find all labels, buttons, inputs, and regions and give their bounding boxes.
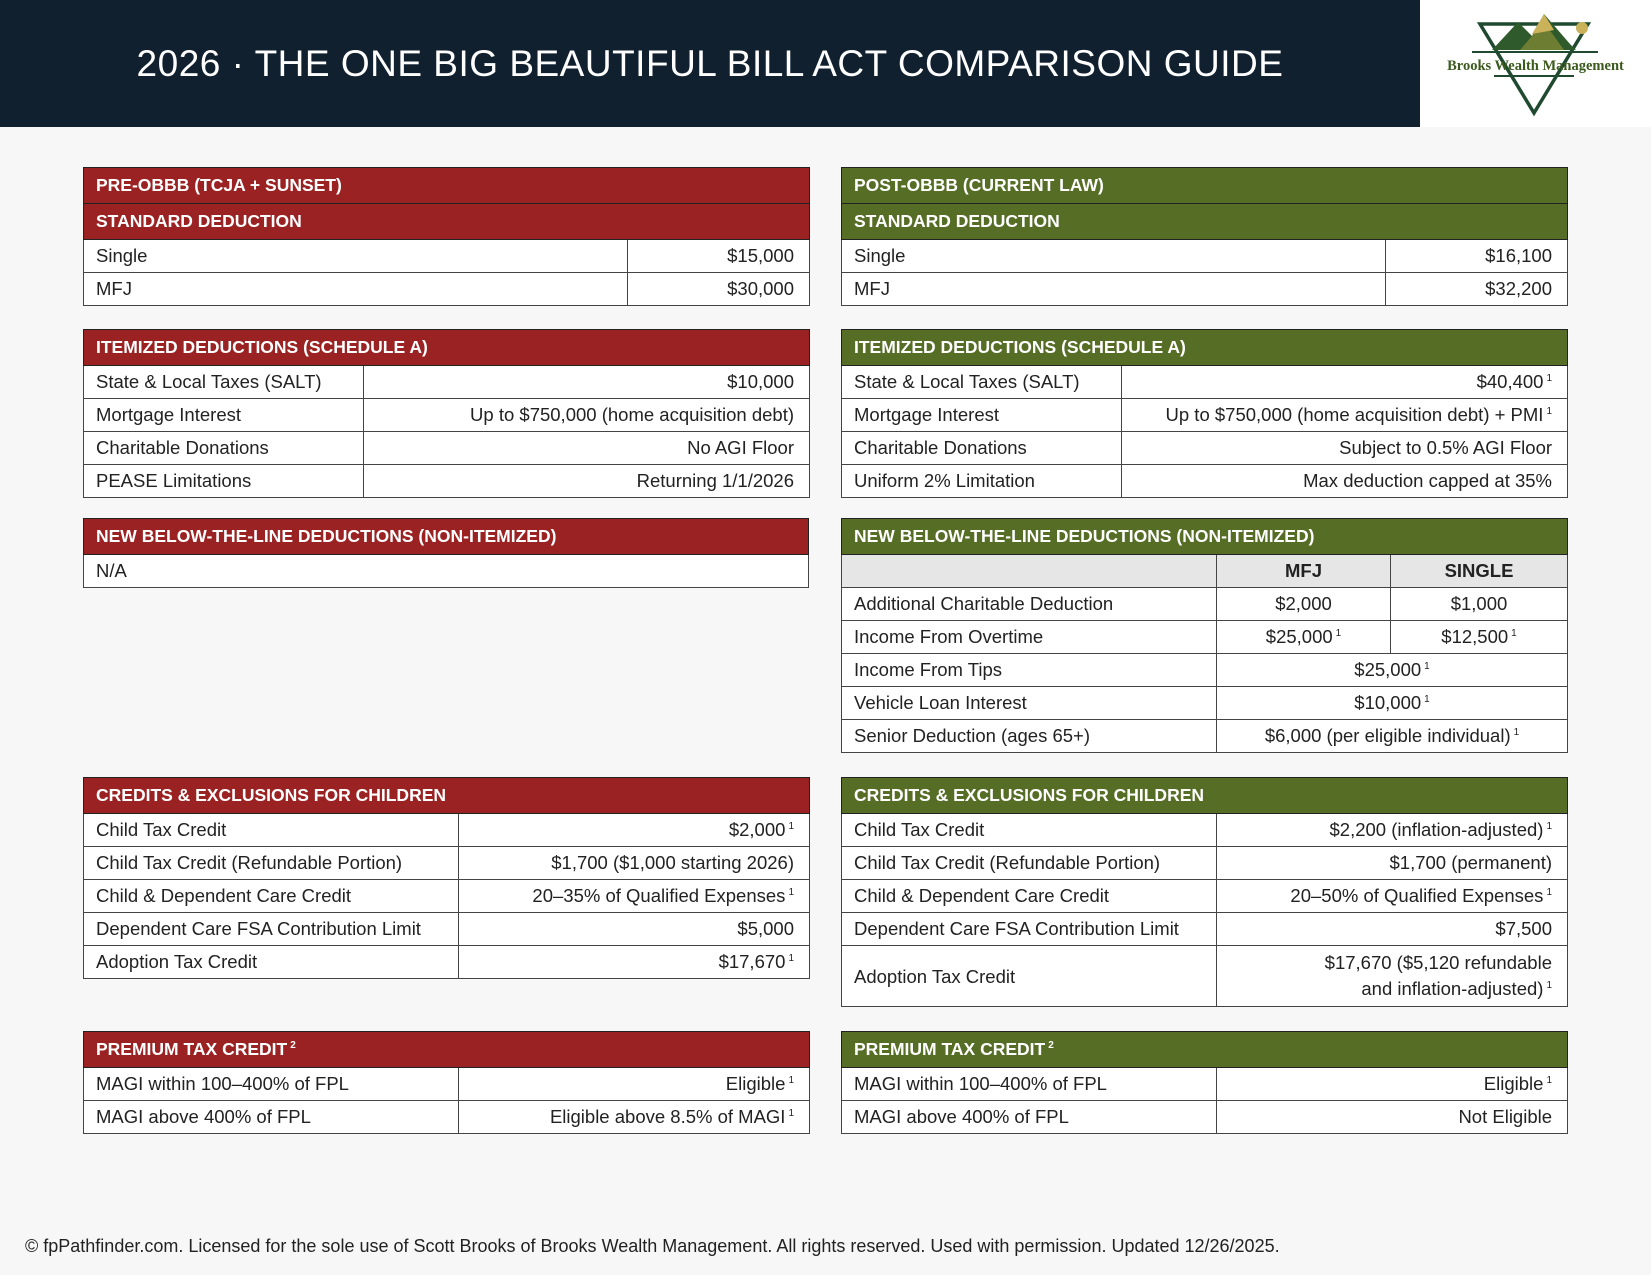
single-value: $1,000 <box>1391 588 1568 621</box>
footnote-marker: 1 <box>1513 726 1520 738</box>
table-row <box>842 399 1568 432</box>
combined-value: $6,000 (per eligible individual) <box>1264 725 1511 746</box>
mfj-value: $2,000 <box>1217 588 1391 621</box>
section-title: STANDARD DEDUCTION <box>84 204 810 240</box>
row-value: Eligible <box>1483 1073 1544 1094</box>
row-value-line-2: and inflation-adjusted) <box>1361 978 1544 1000</box>
row-value: $1,700 (permanent) <box>1217 847 1568 880</box>
footnote-marker: 1 <box>1424 660 1430 672</box>
row-label: MAGI above 400% of FPL <box>842 1101 1217 1134</box>
row-value: $2,200 (inflation-adjusted) <box>1329 819 1544 840</box>
row-value: 20–50% of Qualified Expenses <box>1290 885 1544 906</box>
header-spacer <box>842 555 1217 588</box>
footnote-marker: 1 <box>788 1107 795 1119</box>
row-label: State & Local Taxes (SALT) <box>84 366 364 399</box>
pre-standard-deduction-table <box>83 167 810 306</box>
combined-value: $10,000 <box>1354 692 1422 713</box>
row-label: Income From Tips <box>842 654 1217 687</box>
row-value: Eligible <box>725 1073 786 1094</box>
mfj-value: $25,000 <box>1265 626 1333 647</box>
row-label: Adoption Tax Credit <box>84 946 459 979</box>
footnote-marker: 2 <box>290 1040 296 1052</box>
section-title: ITEMIZED DEDUCTIONS (SCHEDULE A) <box>842 330 1568 366</box>
pre-itemized-table <box>83 329 810 498</box>
row-label: MFJ <box>842 273 1386 306</box>
pre-children-table <box>83 777 810 979</box>
row-label: Additional Charitable Deduction <box>842 588 1217 621</box>
table-row <box>842 621 1568 654</box>
logo-wordmark: Brooks Wealth Management <box>1447 58 1624 74</box>
table-row <box>84 432 810 465</box>
brand-logo <box>1420 0 1651 127</box>
table-row <box>842 913 1568 946</box>
section-title: CREDITS & EXCLUSIONS FOR CHILDREN <box>842 778 1568 814</box>
table-row <box>84 366 810 399</box>
row-label: Dependent Care FSA Contribution Limit <box>842 913 1217 946</box>
table-row <box>842 366 1568 399</box>
footnote-marker: 1 <box>1546 405 1553 417</box>
column-header-mfj: MFJ <box>1217 555 1391 588</box>
table-row <box>842 1101 1568 1134</box>
table-row <box>84 1101 810 1134</box>
section-title: ITEMIZED DEDUCTIONS (SCHEDULE A) <box>84 330 810 366</box>
table-row <box>84 880 810 913</box>
row-value: $7,500 <box>1217 913 1568 946</box>
combined-value: $25,000 <box>1354 659 1422 680</box>
section-title: PREMIUM TAX CREDIT <box>854 1039 1046 1059</box>
table-row <box>84 399 810 432</box>
table-row <box>842 847 1568 880</box>
row-label: MAGI above 400% of FPL <box>84 1101 459 1134</box>
row-label: Child Tax Credit (Refundable Portion) <box>84 847 459 880</box>
table-row <box>842 588 1568 621</box>
table-row <box>842 720 1568 753</box>
row-value: Up to $750,000 (home acquisition debt) + PMI <box>1165 404 1544 425</box>
table-row <box>84 555 809 588</box>
row-value: Up to $750,000 (home acquisition debt) <box>364 399 810 432</box>
row-label: Mortgage Interest <box>84 399 364 432</box>
footnote-marker: 1 <box>1335 627 1342 639</box>
row-label: MAGI within 100–400% of FPL <box>842 1068 1217 1101</box>
row-value: Returning 1/1/2026 <box>364 465 810 498</box>
table-row <box>84 1068 810 1101</box>
footnote-marker: 1 <box>1546 886 1552 898</box>
row-label: Income From Overtime <box>842 621 1217 654</box>
row-label: Child & Dependent Care Credit <box>842 880 1217 913</box>
column-heading: PRE-OBBB (TCJA + SUNSET) <box>84 168 810 204</box>
footnote-marker: 1 <box>788 886 794 898</box>
row-label: Child Tax Credit (Refundable Portion) <box>842 847 1217 880</box>
table-row <box>842 465 1568 498</box>
row-label: Single <box>842 240 1386 273</box>
row-label: Charitable Donations <box>842 432 1122 465</box>
row-value: No AGI Floor <box>364 432 810 465</box>
table-row <box>842 432 1568 465</box>
row-value: $15,000 <box>628 240 810 273</box>
footnote-marker: 1 <box>788 1074 795 1086</box>
row-label: Child Tax Credit <box>842 814 1217 847</box>
row-label: Child Tax Credit <box>84 814 459 847</box>
row-label: Mortgage Interest <box>842 399 1122 432</box>
table-row <box>84 240 810 273</box>
page-title: 2026 · THE ONE BIG BEAUTIFUL BILL ACT COMPARISON GUIDE <box>136 42 1284 84</box>
row-label: Uniform 2% Limitation <box>842 465 1122 498</box>
footnote-marker: 2 <box>1048 1040 1054 1052</box>
table-row <box>84 273 810 306</box>
single-value: $12,500 <box>1441 626 1509 647</box>
row-value: $10,000 <box>364 366 810 399</box>
footnote-marker: 1 <box>1546 1074 1553 1086</box>
table-row <box>842 273 1568 306</box>
table-row <box>842 814 1568 847</box>
row-label: MFJ <box>84 273 628 306</box>
column-header-single: SINGLE <box>1391 555 1568 588</box>
table-row <box>842 946 1568 1007</box>
row-label: Dependent Care FSA Contribution Limit <box>84 913 459 946</box>
row-value: Not Eligible <box>1217 1101 1568 1134</box>
pre-premium-table <box>83 1031 810 1134</box>
row-value: $40,400 <box>1476 371 1544 392</box>
post-standard-deduction-table <box>841 167 1568 306</box>
row-label: Child & Dependent Care Credit <box>84 880 459 913</box>
footnote-marker: 1 <box>1511 627 1517 639</box>
table-row <box>842 687 1568 720</box>
row-value: $5,000 <box>459 913 810 946</box>
post-below-line-table <box>841 518 1568 753</box>
row-label: Charitable Donations <box>84 432 364 465</box>
footnote-marker: 1 <box>1546 820 1552 832</box>
post-children-table <box>841 777 1568 1007</box>
row-label: MAGI within 100–400% of FPL <box>84 1068 459 1101</box>
footnote-marker: 1 <box>1424 693 1430 705</box>
table-row <box>842 240 1568 273</box>
section-title: NEW BELOW-THE-LINE DEDUCTIONS (NON-ITEMIZED) <box>84 519 809 555</box>
row-label: Single <box>84 240 628 273</box>
table-row <box>842 654 1568 687</box>
row-label: Senior Deduction (ages 65+) <box>842 720 1217 753</box>
row-label: Adoption Tax Credit <box>842 946 1217 1007</box>
table-row <box>84 465 810 498</box>
post-itemized-table <box>841 329 1568 498</box>
table-header-row <box>842 555 1568 588</box>
row-label: Vehicle Loan Interest <box>842 687 1217 720</box>
section-title: STANDARD DEDUCTION <box>842 204 1568 240</box>
footnote-marker: 1 <box>1546 372 1553 384</box>
table-row <box>842 880 1568 913</box>
row-value: $30,000 <box>628 273 810 306</box>
footnote-marker: 1 <box>788 952 794 964</box>
row-label: N/A <box>84 555 809 588</box>
row-value-line-1: $17,670 ($5,120 refundable <box>1324 952 1552 974</box>
section-title: PREMIUM TAX CREDIT <box>96 1039 288 1059</box>
table-row <box>84 847 810 880</box>
row-value: Eligible above 8.5% of MAGI <box>549 1106 786 1127</box>
row-value: $16,100 <box>1386 240 1568 273</box>
row-value: 20–35% of Qualified Expenses <box>532 885 786 906</box>
page-header <box>0 0 1651 127</box>
footnote-marker: 1 <box>788 820 794 832</box>
copyright-footer: © fpPathfinder.com. Licensed for the sole use of Scott Brooks of Brooks Wealth Management. All rights reserved. Used with permission. Updated 12/26/2025. <box>25 1236 1280 1256</box>
row-value: Subject to 0.5% AGI Floor <box>1122 432 1568 465</box>
table-row <box>84 913 810 946</box>
table-row <box>84 814 810 847</box>
footnote-marker: 1 <box>1546 980 1552 992</box>
section-title: CREDITS & EXCLUSIONS FOR CHILDREN <box>84 778 810 814</box>
row-value: $2,000 <box>728 819 786 840</box>
pre-below-line-table <box>83 518 809 588</box>
table-row <box>842 1068 1568 1101</box>
section-title: NEW BELOW-THE-LINE DEDUCTIONS (NON-ITEMIZED) <box>842 519 1568 555</box>
post-premium-table <box>841 1031 1568 1134</box>
row-value: $32,200 <box>1386 273 1568 306</box>
row-value: $1,700 ($1,000 starting 2026) <box>459 847 810 880</box>
row-value: $17,670 <box>718 951 786 972</box>
column-heading: POST-OBBB (CURRENT LAW) <box>842 168 1568 204</box>
row-value: Max deduction capped at 35% <box>1122 465 1568 498</box>
table-row <box>84 946 810 979</box>
row-label: PEASE Limitations <box>84 465 364 498</box>
row-label: State & Local Taxes (SALT) <box>842 366 1122 399</box>
